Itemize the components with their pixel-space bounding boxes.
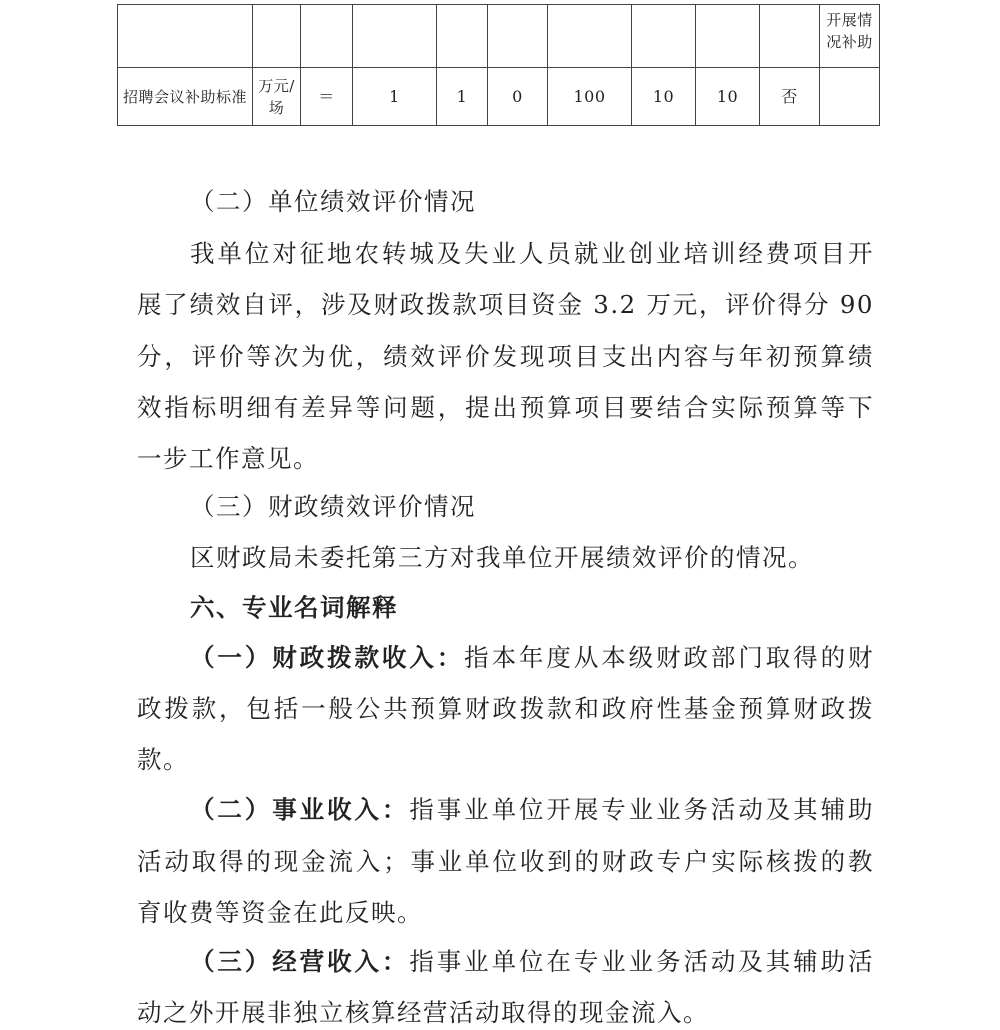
paragraph-line: 分，评价等次为优，绩效评价发现项目支出内容与年初预算绩 <box>137 342 874 371</box>
section-heading-finance-evaluation: （三）财政绩效评价情况 <box>190 492 476 521</box>
performance-indicator-table <box>117 4 880 126</box>
table-cell: 0 <box>488 68 548 126</box>
table-cell: 否 <box>760 68 820 126</box>
table-cell <box>632 5 696 68</box>
paragraph-line: 款。 <box>137 745 189 774</box>
term-label: （一）财政拨款收入： <box>190 643 465 672</box>
paragraph-line: 我单位对征地农转城及失业人员就业创业培训经费项目开 <box>190 239 874 268</box>
term-definition-line <box>190 641 874 675</box>
table-row <box>118 68 880 126</box>
paragraph-line: 一步工作意见。 <box>137 444 319 473</box>
section-heading-terms: 六、专业名词解释 <box>190 593 398 622</box>
table-cell: 10 <box>632 68 696 126</box>
table-cell <box>301 5 353 68</box>
table-cell: 100 <box>548 68 632 126</box>
paragraph-line: 动之外开展非独立核算经营活动取得的现金流入。 <box>137 998 709 1027</box>
term-text: 指本年度从本级财政部门取得的财 <box>464 643 875 672</box>
table-cell <box>548 5 632 68</box>
term-text: 指事业单位开展专业业务活动及其辅助 <box>409 795 875 824</box>
term-label: （二）事业收入： <box>190 795 410 824</box>
table-row <box>118 5 880 68</box>
table-cell <box>820 68 880 126</box>
unit-cell: 万元/场 <box>253 68 301 126</box>
paragraph-line: 活动取得的现金流入；事业单位收到的财政专户实际核拨的教 <box>137 847 874 876</box>
table-cell: 1 <box>437 68 488 126</box>
term-text: 指事业单位在专业业务活动及其辅助活 <box>409 947 875 976</box>
term-label: （三）经营收入： <box>190 947 410 976</box>
table-cell <box>488 5 548 68</box>
table-cell <box>353 5 437 68</box>
paragraph-line: 区财政局未委托第三方对我单位开展绩效评价的情况。 <box>190 543 814 572</box>
table-cell <box>118 5 253 68</box>
section-heading-unit-evaluation: （二）单位绩效评价情况 <box>190 187 476 216</box>
table-cell <box>696 5 760 68</box>
table-cell: 开展情况补助 <box>820 5 880 68</box>
paragraph-line: 育收费等资金在此反映。 <box>137 898 423 927</box>
indicator-name-cell: 招聘会议补助标准 <box>118 68 253 126</box>
table-cell: 10 <box>696 68 760 126</box>
table-cell <box>437 5 488 68</box>
table-cell <box>253 5 301 68</box>
table-cell: 1 <box>353 68 437 126</box>
paragraph-line: 政拨款，包括一般公共预算财政拨款和政府性基金预算财政拨 <box>137 694 874 723</box>
table-cell <box>760 5 820 68</box>
term-definition-line <box>190 945 874 979</box>
paragraph-line: 展了绩效自评，涉及财政拨款项目资金 3.2 万元，评价得分 90 <box>137 290 874 319</box>
term-definition-line <box>190 793 874 827</box>
paragraph-line: 效指标明细有差异等问题，提出预算项目要结合实际预算等下 <box>137 393 874 422</box>
operator-cell: ＝ <box>301 68 353 126</box>
